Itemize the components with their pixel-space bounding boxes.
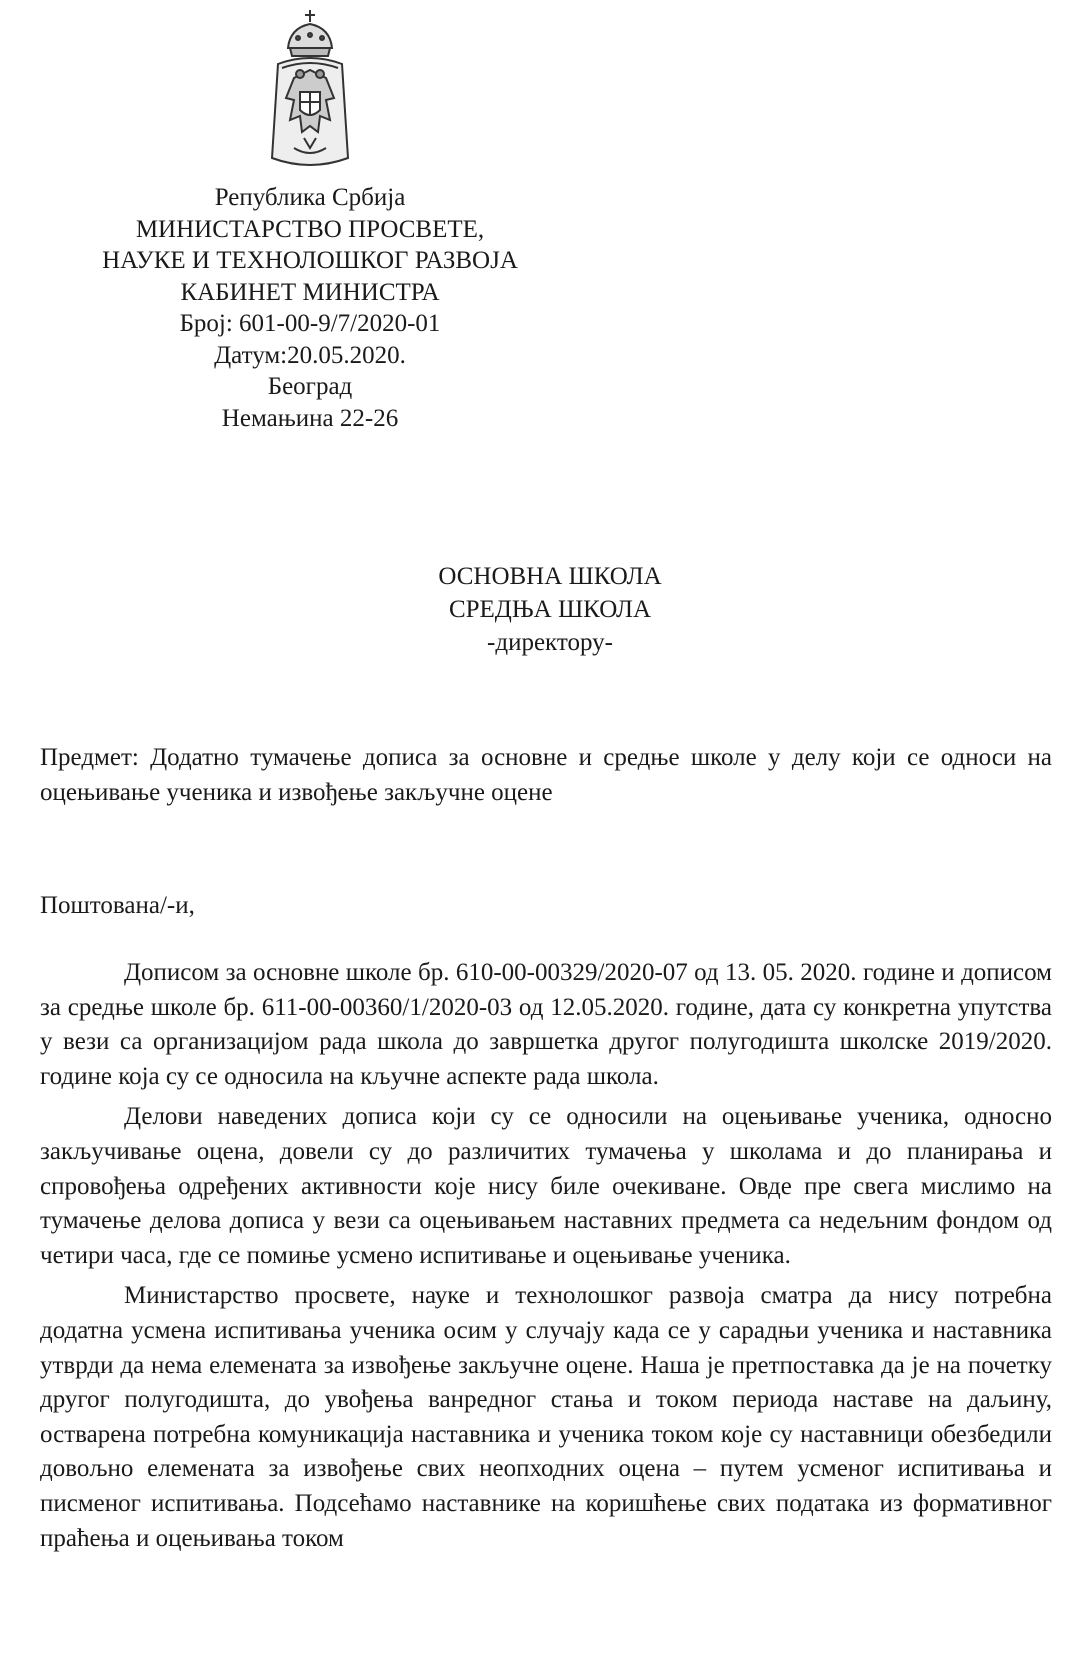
office-name: КАБИНЕТ МИНИСТРА	[180, 278, 440, 306]
ministry-name-line1: МИНИСТАРСТВО ПРОСВЕТЕ,	[135, 215, 485, 243]
document-date: Датум:20.05.2020.	[214, 341, 406, 369]
recipient-block	[340, 560, 760, 659]
letterhead	[40, 8, 580, 434]
subject-line: Предмет: Додатно тумачење дописа за основне и средње школе у делу који се односи на оцењивање ученика и извођење закључне оцене	[40, 744, 1052, 806]
recipient-line-secondary-school: СРЕДЊА ШКОЛА	[448, 596, 652, 623]
coat-of-arms-icon	[264, 8, 356, 176]
city: Београд	[267, 373, 353, 400]
reference-number: Број: 601-00-9/7/2020-01	[179, 310, 441, 337]
country-name: Република Србија	[214, 184, 406, 211]
body-paragraph-2: Делови наведених дописа који су се односили на оцењивање ученика, односно закључивање оцена, довели су до различитих тумачења у школама и до планирања и спровођења одређених активности које нису биле очекиване. Овде пре свега мислимо на тумачење делова дописа у вези са оцењивањем наставних предмета са недељним фондом од четири часа, где се помиње усмено испитивање и оцењивање ученика.	[40, 1103, 1052, 1269]
letter-body	[40, 956, 1052, 1562]
body-paragraph-1: Дописом за основне школе бр. 610-00-00329/2020-07 од 13. 05. 2020. године и дописом за средње школе бр. 611-00-00360/1/2020-03 од 12.05.2020. године, дата су конкретна упутства у вези са организацијом рада школа до завршетка другог полугодишта школске 2019/2020. године која су се односила на кључне аспекте рада школа.	[40, 959, 1052, 1090]
body-paragraph-3: Министарство просвете, науке и технолошког развоја сматра да нису потребна додатна усмена испитивања ученика осим у случају када се у сарадњи ученика и наставника утврди да нема елемената за извођење закључне оцене. Наша је претпоставка да је на почетку другог полугодишта, до увођења ванредног стања и током периода наставе на даљину, остварена потребна комуникација наставника и ученика током које су наставници обезбедили довољно елемената за извођење свих неопходних оцена – путем усменог испитивања и писменог испитивања. Подсећамо наставнике на коришћење свих података из формативног праћења и оцењивања током	[40, 1282, 1052, 1552]
salutation: Поштована/-и,	[40, 892, 195, 919]
recipient-line-primary-school: ОСНОВНА ШКОЛА	[438, 563, 662, 590]
ministry-name-line2: НАУКЕ И ТЕХНОЛОШКОГ РАЗВОЈА	[102, 247, 518, 274]
recipient-line-director: -директору-	[487, 629, 613, 656]
street-address: Немањина 22-26	[221, 404, 399, 432]
